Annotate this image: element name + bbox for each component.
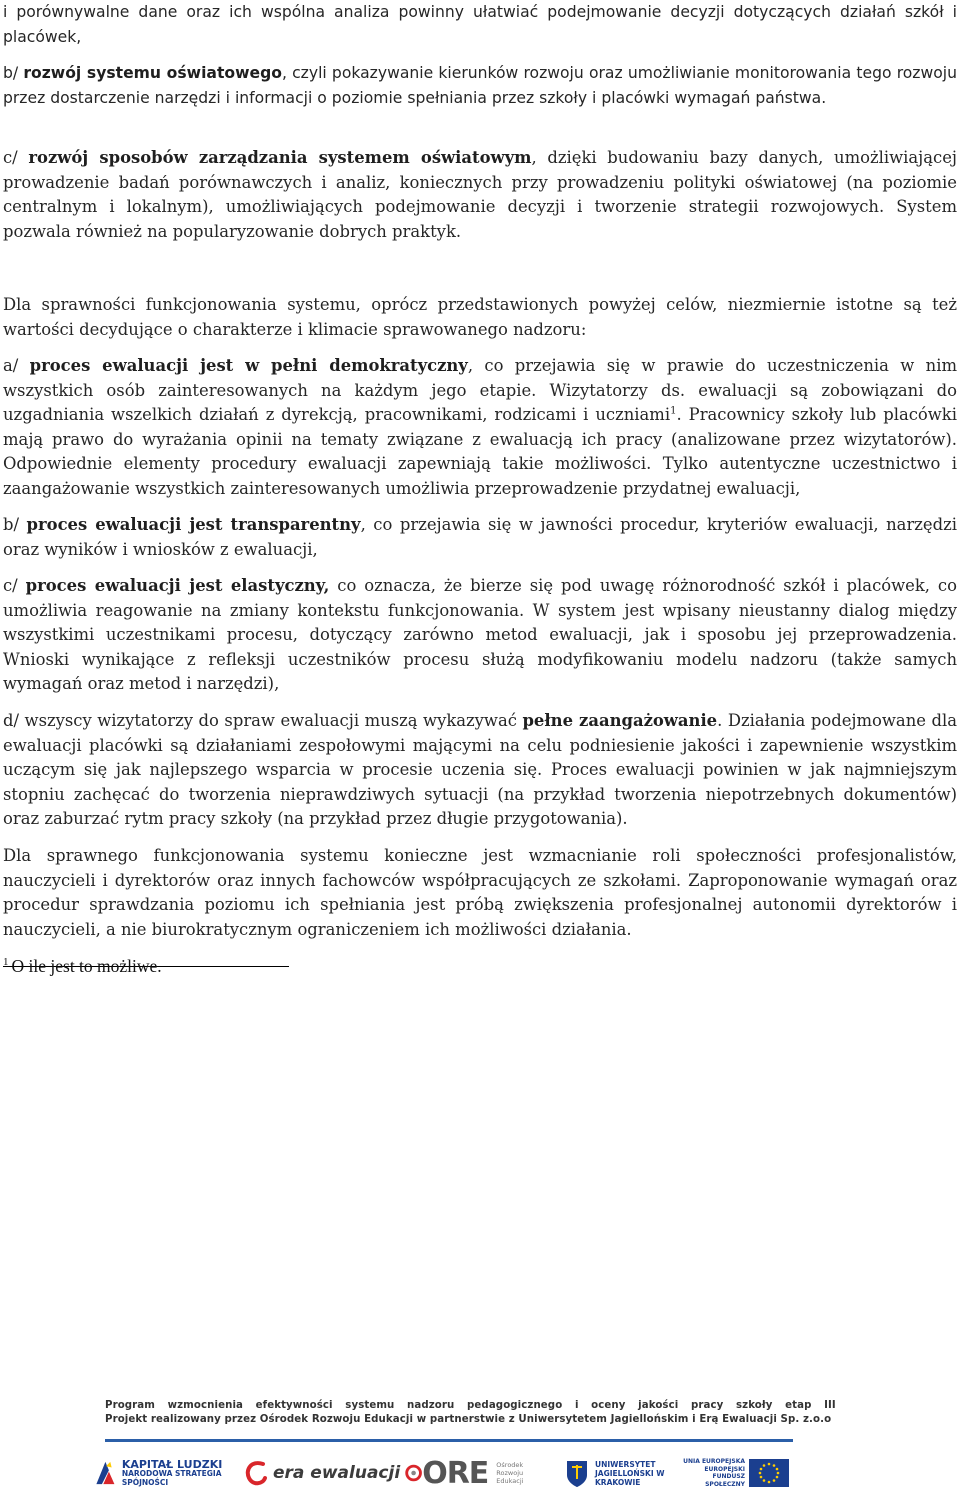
bold-phrase: rozwój sposobów zarządzania systemem oświatowym (28, 148, 532, 167)
partner-logos (95, 1449, 795, 1497)
eu-logo: UNIA EUROPEJSKA EUROPEJSKI FUNDUSZ SPOŁECZNY (683, 1449, 793, 1497)
footnote-reference[interactable]: 1 (670, 405, 677, 417)
ore-logo: ORE Ośrodek Rozwoju Edukacji (405, 1449, 545, 1497)
paragraph-7: c/ proces ewaluacji jest elastyczny, co oznacza, że bierze się pod uwagę różnorodność szkół i placówek, co umożliwia reagowanie na zmiany kontekstu funkcjonowania. W system jest wpisany nieustanny dialog między wszystkimi uczestnikami procesu, dotyczący zarówno metod ewaluacji, jak i sposobu jej przeprowadzenia. Wnioski wynikające z refleksji uczestników procesu służą modyfikowaniu modelu nadzoru (także samych wymagań oraz metod i narzędzi), (3, 576, 957, 694)
paragraph-1: i porównywalne dane oraz ich wspólna analiza powinny ułatwiać podejmowanie decyzji dotyczących działań szkół i placówek, (3, 3, 957, 46)
era-swirl-icon (243, 1458, 269, 1488)
paragraph-2: b/ rozwój systemu oświatowego, czyli pokazywanie kierunków rozwoju oraz umożliwianie monitorowania tego rozwoju przez dostarczenie narzędzi i informacji o poziomie spełniania przez szkoły i placówki wymagań państwa. (3, 64, 957, 107)
project-statement: Projekt realizowany przez Ośrodek Rozwoju Edukacji w partnerstwie z Uniwersytetem Jagiellońskim i Erą Ewaluacji Sp. z.o.o (105, 1414, 832, 1425)
bold-phrase: proces ewaluacji jest elastyczny, (25, 576, 330, 595)
paragraph-4: Dla sprawności funkcjonowania systemu, oprócz przedstawionych powyżej celów, niezmiernie istotne są też wartości decydujące o charakterze i klimacie sprawowanego nadzoru: (3, 295, 957, 339)
bold-phrase: proces ewaluacji jest w pełni demokratyczny (29, 356, 468, 375)
uj-logo: UNIWERSYTET JAGIELLOŃSKI W KRAKOWIE (565, 1449, 705, 1497)
kapital-ludzki-logo: KAPITAŁ LUDZKI NARODOWA STRATEGIA SPÓJNOŚCI (95, 1449, 225, 1497)
paragraph-8: d/ wszyscy wizytatorzy do spraw ewaluacji muszą wykazywać pełne zaangażowanie. Działania podejmowane dla ewaluacji placówki są działaniami zespołowymi mającymi na celu podniesienie jakości i zapewnienie wszystkim uczącym się jak najlepszego wsparcia w procesie uczenia się. Proces ewaluacji powinien w jak najmniejszym stopniu zachęcać do tworzenia nieprawdziwych sytuacji (na przykład tworzenia niepotrzebnych dokumentów) oraz zaburzać rytm pracy szkoły (na przykład przez długie przygotowania). (3, 711, 957, 829)
program-banner (105, 1399, 836, 1442)
ore-circle-icon (405, 1458, 422, 1488)
paragraph-5: a/ proces ewaluacji jest w pełni demokratyczny, co przejawia się w prawie do uczestniczenia w nim wszystkich osób zainteresowanych na każdym jego etapie. Wizytatorzy ds. ewaluacji są zobowiązani do uzgadniania wszelkich działań z dyrekcją, pracownikami, rodzicami i uczniami$^1$. Pracownicy szkoły lub placówki mają prawo do wyrażania opinii na tematy związane z ewaluacją ich pracy (analizowane przez wizytatorów). Odpowiednie elementy procedury ewaluacji zapewniają takie możliwości. Tylko autentyczne uczestnictwo i zaangażowanie wszystkich zainteresowanych umożliwia przeprowadzenie przydatnej ewaluacji, (3, 356, 957, 498)
program-title: Program wzmocnienia efektywności systemu nadzoru pedagogicznego i oceny jakości pracy szkoły etap III (105, 1400, 836, 1411)
kapital-ludzki-icon (95, 1455, 116, 1491)
era-ewaluacji-logo: era ewaluacji (243, 1449, 403, 1497)
footnote (3, 956, 162, 977)
bold-phrase: rozwój systemu oświatowego (23, 64, 282, 82)
paragraph-intro (3, 0, 957, 49)
paragraph-9: Dla sprawnego funkcjonowania systemu konieczne jest wzmacnianie roli społeczności profesjonalistów, nauczycieli i dyrektorów oraz innych fachowców współpracujących ze szkołami. Zaproponowanie wymagań oraz procedur sprawdzania poziomu ich spełniania jest próbą zwiększenia profesjonalnej autonomii dyrektorów i nauczycieli, a nie biurokratycznym ograniczeniem ich możliwości działania. (3, 846, 957, 939)
footnote-number: 1 (3, 956, 9, 969)
eu-flag-icon (749, 1459, 789, 1487)
footnote-text: O ile jest to możliwe. (11, 956, 162, 976)
bold-phrase: proces ewaluacji jest transparentny (26, 515, 361, 534)
bold-phrase: pełne zaangażowanie (522, 711, 718, 730)
paragraph-6: b/ proces ewaluacji jest transparentny, co przejawia się w jawności procedur, kryteriów ewaluacji, narzędzi oraz wyników i wniosków z ewaluacji, (3, 515, 957, 559)
paragraph-3: c/ rozwój sposobów zarządzania systemem oświatowym, dzięki budowaniu bazy danych, umożliwiającej prowadzenie badań porównawczych i analiz, koniecznych przy prowadzeniu polityki oświatowej (na poziomie centralnym i lokalnym), umożliwiających podejmowanie decyzji i tworzenie strategii rozwojowych. System pozwala również na popularyzowanie dobrych praktyk. (3, 148, 957, 241)
uj-crest-icon (565, 1457, 589, 1489)
